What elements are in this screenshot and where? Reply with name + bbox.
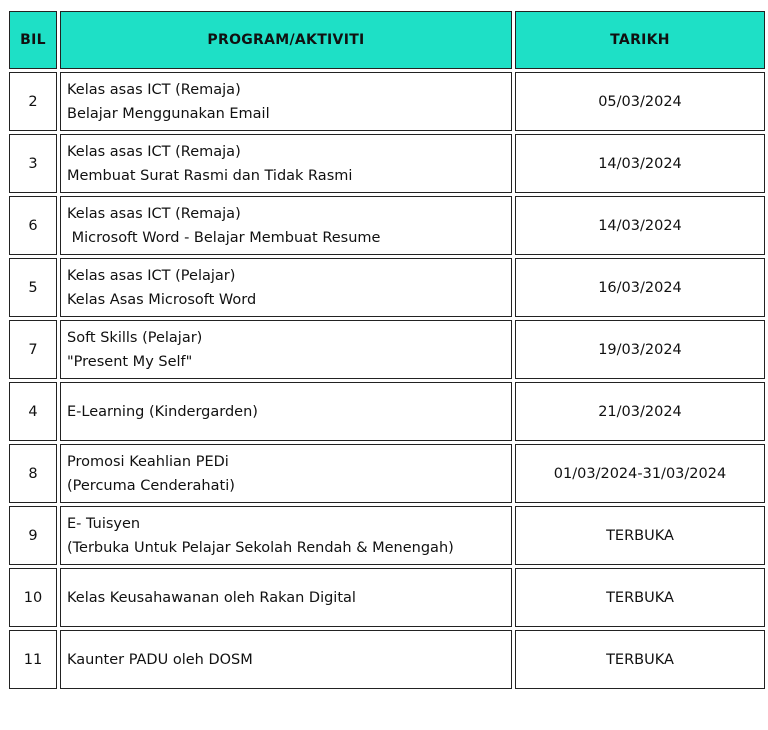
header-program: PROGRAM/AKTIVITI xyxy=(60,11,512,69)
date-cell: 14/03/2024 xyxy=(515,196,765,255)
program-cell xyxy=(60,196,512,255)
date-cell: TERBUKA xyxy=(515,630,765,689)
table-header xyxy=(9,11,765,69)
row-number: 4 xyxy=(9,382,57,441)
row-number: 6 xyxy=(9,196,57,255)
row-number: 11 xyxy=(9,630,57,689)
table-row xyxy=(9,506,765,565)
table-row xyxy=(9,382,765,441)
date-cell: 14/03/2024 xyxy=(515,134,765,193)
program-title: Kelas asas ICT (Remaja) xyxy=(67,143,241,160)
program-subtitle: Microsoft Word - Belajar Membuat Resume xyxy=(67,229,381,246)
table-row xyxy=(9,196,765,255)
row-number: 7 xyxy=(9,320,57,379)
row-number: 10 xyxy=(9,568,57,627)
table-row xyxy=(9,258,765,317)
table-row xyxy=(9,320,765,379)
program-subtitle: Belajar Menggunakan Email xyxy=(67,105,270,122)
program-cell xyxy=(60,444,512,503)
program-title: Kelas asas ICT (Remaja) xyxy=(67,205,241,222)
row-number: 3 xyxy=(9,134,57,193)
program-subtitle: (Percuma Cenderahati) xyxy=(67,477,235,494)
table-row xyxy=(9,568,765,627)
program-cell xyxy=(60,630,512,689)
program-subtitle: Membuat Surat Rasmi dan Tidak Rasmi xyxy=(67,167,353,184)
program-title: E-Learning (Kindergarden) xyxy=(67,403,258,420)
row-number: 5 xyxy=(9,258,57,317)
program-title: Kelas asas ICT (Remaja) xyxy=(67,81,241,98)
program-cell xyxy=(60,506,512,565)
program-subtitle: "Present My Self" xyxy=(67,353,193,370)
table-row xyxy=(9,630,765,689)
program-subtitle: Kelas Asas Microsoft Word xyxy=(67,291,257,308)
program-cell xyxy=(60,320,512,379)
program-cell xyxy=(60,382,512,441)
schedule-table xyxy=(6,8,768,692)
table-row xyxy=(9,72,765,131)
program-cell xyxy=(60,258,512,317)
program-title: Kelas asas ICT (Pelajar) xyxy=(67,267,236,284)
table-row xyxy=(9,134,765,193)
program-title: Kelas Keusahawanan oleh Rakan Digital xyxy=(67,589,356,606)
header-row xyxy=(9,11,765,69)
program-title: E- Tuisyen xyxy=(67,515,141,532)
row-number: 2 xyxy=(9,72,57,131)
date-cell: 19/03/2024 xyxy=(515,320,765,379)
date-cell: 01/03/2024-31/03/2024 xyxy=(515,444,765,503)
date-cell: TERBUKA xyxy=(515,568,765,627)
schedule-table-wrapper xyxy=(6,8,768,692)
date-cell: 21/03/2024 xyxy=(515,382,765,441)
program-cell xyxy=(60,134,512,193)
table-row xyxy=(9,444,765,503)
date-cell: TERBUKA xyxy=(515,506,765,565)
date-cell: 16/03/2024 xyxy=(515,258,765,317)
program-cell xyxy=(60,568,512,627)
row-number: 8 xyxy=(9,444,57,503)
program-title: Promosi Keahlian PEDi xyxy=(67,453,229,470)
table-body xyxy=(9,72,765,689)
program-subtitle: (Terbuka Untuk Pelajar Sekolah Rendah & Menengah) xyxy=(67,539,454,556)
program-title: Kaunter PADU oleh DOSM xyxy=(67,651,253,668)
header-date: TARIKH xyxy=(515,11,765,69)
date-cell: 05/03/2024 xyxy=(515,72,765,131)
header-bil: BIL xyxy=(9,11,57,69)
program-cell xyxy=(60,72,512,131)
program-title: Soft Skills (Pelajar) xyxy=(67,329,203,346)
row-number: 9 xyxy=(9,506,57,565)
